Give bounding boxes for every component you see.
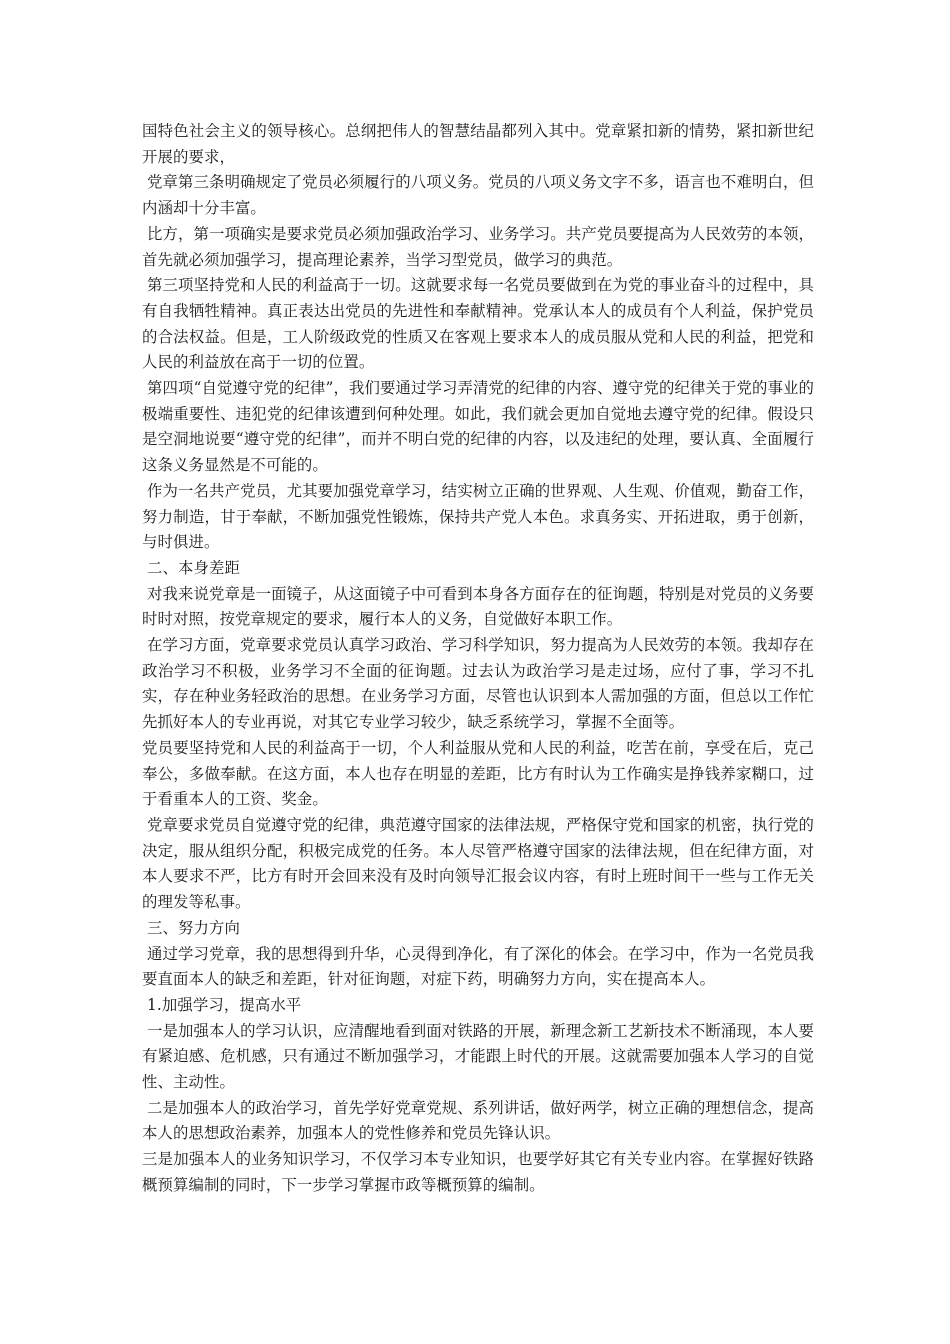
section-heading-2: 二、本身差距: [142, 558, 240, 577]
paragraph-11: 党章要求党员自觉遵守党的纪律，典范遵守国家的法律法规，严格保守党和国家的机密，执行党的决定，服从组织分配，积极完成党的任务。本人尽管严格遵守国家的法律法规，但在纪律方面，对本人要求不严，比方有时开会回来没有及时向领导汇报会议内容，有时上班时间干一些与工作无关的理发等私事。: [142, 815, 814, 912]
paragraph-10: 党员要坚持党和人民的利益高于一切，个人利益服从党和人民的利益，吃苦在前，享受在后，克己奉公，多做奉献。在这方面，本人也存在明显的差距，比方有时认为工作确实是挣钱养家糊口，过于看重本人的工资、奖金。: [142, 738, 814, 809]
paragraph-13: 通过学习党章，我的思想得到升华，心灵得到净化，有了深化的体会。在学习中，作为一名党员我要直面本人的缺乏和差距，针对征询题，对症下药，明确努力方向，实在提高本人。: [142, 944, 814, 989]
section-heading-3: 三、努力方向: [142, 918, 240, 937]
paragraph-9: 在学习方面，党章要求党员认真学习政治、学习科学知识，努力提高为人民效劳的本领。我却存在政治学习不积极，业务学习不全面的征询题。过去认为政治学习是走过场，应付了事，学习不扎实，存在种业务轻政治的思想。在业务学习方面，尽管也认识到本人需加强的方面，但总以工作忙先抓好本人的专业再说，对其它专业学习较少，缺乏系统学习，掌握不全面等。: [142, 636, 814, 732]
paragraph-2: 党章第三条明确规定了党员必须履行的八项义务。党员的八项义务文字不多，语言也不难明白，但内涵却十分丰富。: [142, 173, 814, 218]
paragraph-8: 对我来说党章是一面镜子，从这面镜子中可看到本身各方面存在的征询题，特别是对党员的义务要时时对照，按党章规定的要求，履行本人的义务，自觉做好本职工作。: [142, 584, 814, 629]
subheading-1: 1.加强学习，提高水平: [142, 995, 302, 1014]
paragraph-15: 一是加强本人的学习认识，应清醒地看到面对铁路的开展，新理念新工艺新技术不断涌现，本人要有紧迫感、危机感，只有通过不断加强学习，才能跟上时代的开展。这就需要加强本人学习的自觉性、主动性。: [142, 1021, 814, 1092]
paragraph-3: 比方，第一项确实是要求党员必须加强政治学习、业务学习。共产党员要提高为人民效劳的本领，首先就必须加强学习，提高理论素养，当学习型党员，做学习的典范。: [142, 224, 814, 269]
paragraph-16: 二是加强本人的政治学习，首先学好党章党规、系列讲话，做好两学，树立正确的理想信念，提高本人的思想政治素养，加强本人的党性修养和党员先锋认识。: [142, 1098, 814, 1143]
paragraph-1: 国特色社会主义的领导核心。总纲把伟人的智慧结晶都列入其中。党章紧扣新的情势，紧扣新世纪开展的要求，: [142, 122, 814, 166]
paragraph-5: 第四项“自觉遵守党的纪律”，我们要通过学习弄清党的纪律的内容、遵守党的纪律关于党的事业的极端重要性、违犯党的纪律该遭到何种处理。如此，我们就会更加自觉地去遵守党的纪律。假设只是空洞地说要“遵守党的纪律”，而并不明白党的纪律的内容，以及违纪的处理，要认真、全面履行这条义务显然是不可能的。: [142, 379, 815, 475]
paragraph-6: 作为一名共产党员，尤其要加强党章学习，结实树立正确的世界观、人生观、价值观，勤奋工作，努力制造，甘于奉献，不断加强党性锻炼，保持共产党人本色。求真务实、开拓进取，勇于创新，与时俱进。: [142, 481, 814, 552]
document-body: [142, 119, 814, 1199]
paragraph-4: 第三项坚持党和人民的利益高于一切。这就要求每一名党员要做到在为党的事业奋斗的过程中，具有自我牺牲精神。真正表达出党员的先进性和奉献精神。党承认本人的成员有个人利益，保护党员的合法权益。但是，工人阶级政党的性质又在客观上要求本人的成员服从党和人民的利益，把党和人民的利益放在高于一切的位置。: [142, 276, 814, 372]
paragraph-17: 三是加强本人的业务知识学习，不仅学习本专业知识，也要学好其它有关专业内容。在掌握好铁路概预算编制的同时，下一步学习掌握市政等概预算的编制。: [142, 1150, 814, 1194]
